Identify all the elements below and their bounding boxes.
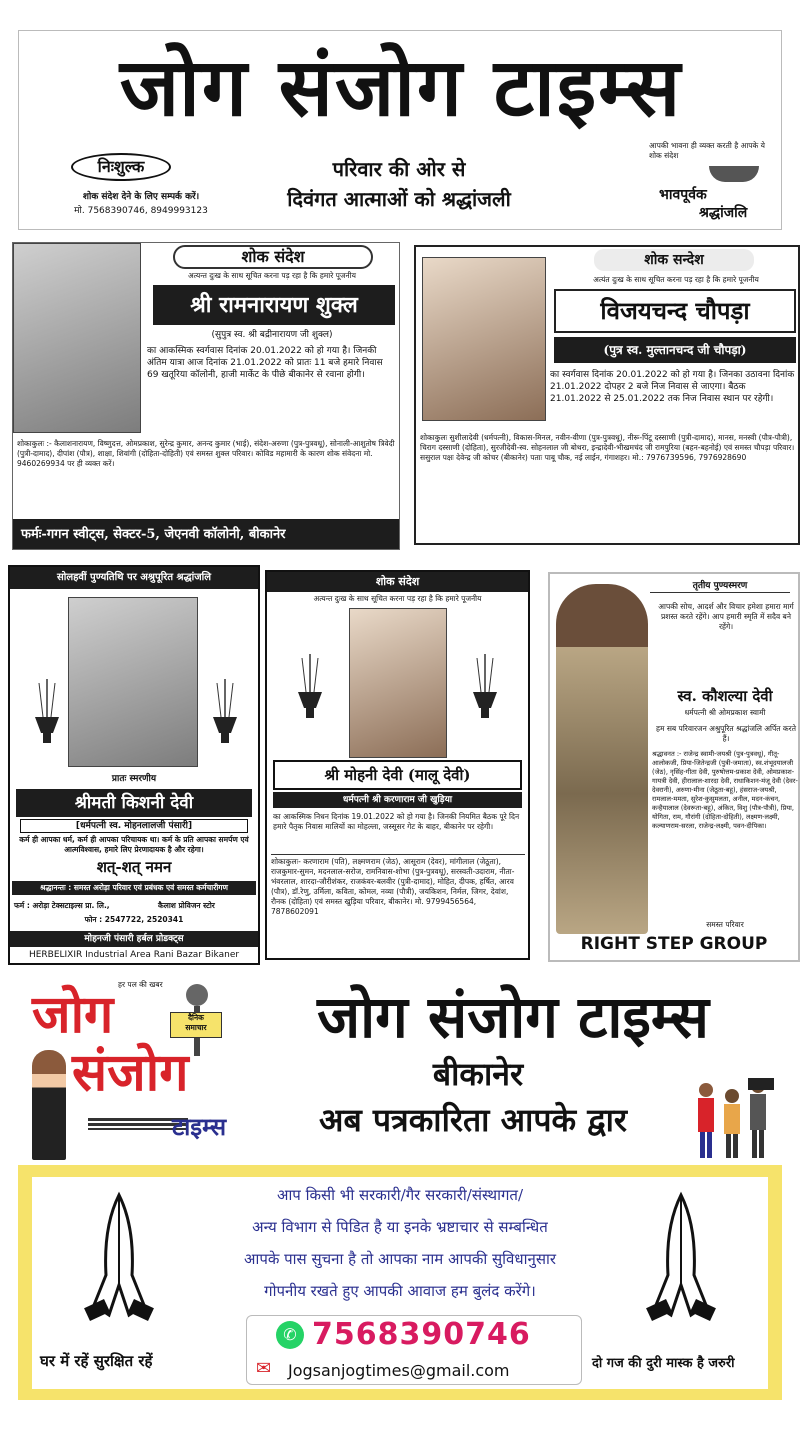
logo-text-1: जोग	[32, 984, 114, 1045]
appeal-line-4: गोपनीय रखते हुए आपकी आवाज हम बुलंद करेंगे।	[264, 1282, 536, 1300]
notice-family: शोकाकुलः :- कैलाशनारायण, विष्णुदत्त, ओमप्रकाश, सुरेन्द्र कुमार, अनन्द कुमार (भाई), संदेश-अरुणा (पुत्र-पुत्रवधू), सोनाली-आशुतोष त्रिवेदी (पुत्री-दामाद), दीपांश (पौत्र), शाक्षा, शिवांगी (दोहिता-दोहिती) एवं समस्त शुक्ल परिवार। कोविड महामारी के कारण शोक संवेदना मो. 9460269934 पर ही व्यक्त करें।	[17, 439, 395, 468]
notice-body: का आकस्मिक निधन दिनांक 19.01.2022 को हो गया है। जिनकी नियमित बैठक पूरे दिन हमारे पैतृक निवास मालियों का मोहल्ला, जस्सूसर गेट के बाहर, बीकानेर पर रहेगी।	[273, 812, 520, 831]
notice-family: शोकाकुलः सुशीलादेवी (धर्मपत्नी), विकास-मिनल, नवीन-वीणा (पुत्र-पुत्रवधू), नीरू-पिंटू दस्साणी (पुत्री-दामाद), मानस, मनस्वी (पौत्र-पौत्री), चिराग दस्साणी (दोहिता), सुरजीदेवी-स्व. सोहनलाल जी बोथरा, इन्द्रादेवी-भीखमचंद जी रामपुरिया (बहन-बहनोई) एवं समस्त चौपड़ा परिवार। ससुराल पक्षः देवेन्द्र जी कोचर (बीकानेर) पताः पाबू चौक, नई लाईन, गंगाशहर। मो.: 7976739596, 7976928690	[420, 433, 795, 462]
right-safety-slogan: दो गज की दुरी मास्क है जरुरी	[592, 1356, 735, 1371]
praying-hands-icon	[64, 1185, 174, 1335]
whatsapp-icon: ✆	[276, 1321, 304, 1349]
notice-mohni-devi	[265, 570, 530, 960]
incense-icon	[208, 677, 242, 751]
tribute-banner: तृतीय पुण्यस्मरण	[650, 580, 790, 593]
deceased-name: श्रीमती किशनी देवी	[16, 789, 252, 817]
notice-ramnarayan	[12, 242, 400, 550]
firm-name-2: कैलाश प्रोविजन स्टोर	[158, 901, 215, 910]
respected-label: प्रातः स्मरणीय	[111, 774, 157, 784]
praying-hands-icon	[626, 1185, 736, 1335]
mail-icon: ✉	[256, 1358, 272, 1379]
deceased-name: श्री मोहनी देवी (मालू देवी)	[273, 760, 522, 790]
notice-kishni-devi	[8, 565, 260, 965]
firm-phone: फोन : 2547722, 2520341	[84, 915, 184, 924]
promo-slogan: अब पत्रकारिता आपके द्वार	[319, 1101, 627, 1139]
notice-heading: शोक संदेश	[173, 245, 373, 269]
free-badge-text: निःशुल्क	[97, 157, 145, 176]
tagline-2: दिवंगत आत्माओं को श्रद्धांजली	[287, 187, 511, 211]
tribute-banner: सोलहवीं पुण्यतिथि पर अश्रुपूरित श्रद्धांजलि	[10, 567, 258, 589]
free-note: शोक संदेश देने के लिए सम्पर्क करें।	[82, 192, 200, 202]
portrait-photo	[422, 257, 546, 421]
notice-body: कर्म ही आपका धर्म, कर्म ही आपका परिचायक था। कर्म के प्रति आपका समर्पण एवं आत्मविश्वास, हमारे लिए प्रेरणादायक है और रहेगा।	[19, 835, 249, 854]
incense-icon	[468, 652, 502, 726]
header-panel	[18, 30, 782, 230]
notice-footer: फर्मः-गगन स्वीट्स, सेक्टर-5, जेएनवी कॉलोनी, बीकानेर	[13, 519, 400, 550]
logo-tagline: हर पल की खबर	[118, 980, 163, 989]
portrait-photo	[68, 597, 198, 767]
appeal-panel	[18, 1165, 782, 1400]
right-small-note: आपकी भावना ही व्यक्त करती है आपके ये शोक संदेश	[649, 141, 766, 160]
notice-heading: शोक संदेश	[267, 572, 528, 592]
firm-name-1: फर्म : अरोड़ा टेक्सटाइल्स प्रा. लि.,	[14, 901, 110, 910]
logo-text-2: संजोग	[72, 1042, 189, 1103]
notice-intro: अत्यन्त दुःख के साथ सूचित करना पड़ रहा है कि हमारे पूजनीय	[313, 594, 482, 603]
logo-text-3: टाइम्स	[172, 1112, 227, 1141]
promo-title: जोग संजोग टाइम्स	[317, 983, 709, 1051]
free-badge	[71, 153, 171, 181]
portrait-photo	[349, 608, 447, 758]
deceased-relation: (पुत्र स्व. मुल्तानचन्द जी चौपड़ा)	[554, 337, 796, 363]
microphone-icon	[186, 984, 208, 1006]
notice-footer-2: HERBELIXIR Industrial Area Rani Bazar Bikaner	[28, 950, 240, 960]
family-tribute-line: हम सब परिवारजन अश्रुपूरित श्रद्धांजलि अर्पित करते हैं।	[655, 724, 797, 743]
left-safety-slogan: घर में रहें सुरक्षित रहें	[40, 1352, 153, 1370]
daily-badge-line-1: दैनिक	[188, 1013, 204, 1022]
portrait-photo	[13, 243, 141, 433]
camera-crew-icon	[686, 1074, 776, 1160]
contact-phone[interactable]: 7568390746	[312, 1317, 531, 1352]
promo-panel	[18, 970, 782, 1165]
contact-email[interactable]: Jogsanjogtimes@gmail.com	[288, 1361, 510, 1380]
notice-family: शोकाकुलः- करणाराम (पति), लक्ष्मणराम (जेठ), आसूराम (देवर), मांगीलाल (जेठूता), राजकुमार-सुमन, मदनलाल-सरोज, रामनिवास-शोभा (पुत्र-पुत्रवधू), सरस्वती-उदाराम, नीता-भंवरलाल, शारदा-जौरीशंकर, राजकंवर-बलवीर (पुत्री-दामाद), मोहित, दीपक, हर्षित, आरव (पौत्र), डॉ.रेणु, उर्मिला, कविता, कोमल, नव्या (पौत्री), जयकिशन, निर्मल, जिगर, देवांश, रौनक (दोहिता) एवं समस्त खुड़िया परिवार, बीकानेर। मो. 9799456564, 7878602091	[271, 854, 525, 917]
daily-badge-line-2: समाचार	[185, 1023, 207, 1032]
appeal-line-2: अन्य विभाग से पिडित है या इनके भ्रष्टाचार से सम्बन्धित	[252, 1218, 548, 1236]
masthead-title: जोग संजोग टाइम्स	[119, 40, 683, 134]
daily-badge	[170, 1012, 222, 1038]
notice-heading: शोक सन्देश	[594, 249, 754, 271]
reporter-icon	[32, 1050, 66, 1160]
memorial-verse: आपकी सोच, आदर्श और विचार हमेशा हमारा मार्ग प्रशस्त करते रहेंगे। आप हमारी स्मृति में सदैव बने रहेंगे।	[658, 602, 794, 631]
deceased-name: श्री रामनारायण शुक्ल	[153, 285, 395, 325]
appeal-line-3: आपके पास सुचना है तो आपका नाम आपकी सुविधानुसार	[244, 1250, 556, 1268]
notice-family: श्रद्धानन्तः : समस्त अरोड़ा परिवार एवं प्रबंधक एवं समस्त कर्मचारीगण	[12, 881, 256, 895]
notice-body: का आकस्मिक स्वर्गवास दिनांक 20.01.2022 को हो गया है। जिनकी अंतिम यात्रा आज दिनांक 21.01.2022 को प्रातः 11 बजे हमारे निवास 69 खतूरिया कॉलोनी, हाजी मार्केट के पीछे बीकानेर से रवाना होगी।	[147, 346, 383, 380]
notice-kaushalya-devi	[548, 572, 800, 962]
deceased-relation: [धर्मपत्नी स्व. मोहनलालजी पंसारी]	[20, 819, 248, 833]
right-small-heading-2: श्रद्धांजलि	[699, 205, 748, 221]
notice-footer-1: मोहनजी पंसारी हर्बल प्रोडक्ट्स	[10, 931, 258, 947]
deceased-name: विजयचन्द चौपड़ा	[554, 289, 796, 333]
tagline-1: परिवार की ओर से	[332, 157, 466, 181]
notice-body: का स्वर्गवास दिनांक 20.01.2022 को हो गया है। जिनका उठावना दिनांक 21.01.2022 दोपहर 2 बजे निज निवास से जाएगा। बैठक 21.01.2022 से 25.01.2022 तक निज निवास स्थान पर रहेगी।	[550, 370, 795, 404]
deceased-relation: (सुपुत्र स्व. श्री बद्रीनारायण जी शुक्ल)	[211, 330, 333, 340]
notice-vijaychand	[414, 245, 800, 545]
deceased-name: स्व. कौशल्या देवी	[677, 687, 773, 705]
right-small-heading-1: भावपूर्वक	[659, 187, 707, 203]
diya-icon	[709, 166, 759, 182]
notice-family: श्रद्धावनत :- राजेन्द्र स्वामी-जयश्री (पुत्र-पुत्रवधू), गीतू-आलोकजी, प्रिया-जितेन्द्रजी (पुत्री-जमाता), स्व.शंभूदयालजी (जेठ), नृसिंह-गीता देवी, पुरुषोत्तम-प्रकाश देवी, ओमप्रकाश-गायत्री देवी, हीरालाल-शारदा देवी, राधाकिशन-मंजू देवी (देवर-देवरानी), अरुणा-मीना (जेठूता-बहू), हंसराज-जयश्री, रामलाल-ममता, सुरेश-कुसुमलता, अनील, मदन-कंचन, कन्हैयालाल (देवरूता-बहू), अंकित, विशु (पौत्र-पौत्री), प्रिया, योगिता, राम, गौरांगी (दोहिता-दोहिती), लक्ष्मण-लक्ष्मी, कल्याणराम-सरला, राजेन्द्र-लक्ष्मी, पवन-दीपिका।	[652, 750, 798, 830]
portrait-photo	[556, 584, 648, 934]
family-label: समस्त परिवार	[706, 920, 744, 929]
notice-intro: अत्यन्त दुःख के साथ सूचित करना पड़ रहा है कि हमारे पूजनीय	[188, 271, 356, 280]
notice-footer: RIGHT STEP GROUP	[580, 934, 768, 954]
deceased-relation: धर्मपत्नी श्री करणाराम जी खुड़िया	[273, 792, 522, 808]
free-phone: मो. 7568390746, 8949993123	[74, 206, 208, 216]
incense-icon	[30, 677, 64, 751]
appeal-line-1: आप किसी भी सरकारी/गैर सरकारी/संस्थागत/	[276, 1186, 524, 1204]
deceased-relation: धर्मपत्नी श्री ओमप्रकाश स्वामी	[684, 708, 766, 717]
incense-icon	[293, 652, 327, 726]
notice-intro: अत्यंत दुःख के साथ सूचित करना पड़ रहा है कि हमारे पूजनीय	[593, 275, 759, 284]
salute-text: शत्-शत् नमन	[96, 858, 172, 876]
promo-city: बीकानेर	[432, 1055, 524, 1093]
